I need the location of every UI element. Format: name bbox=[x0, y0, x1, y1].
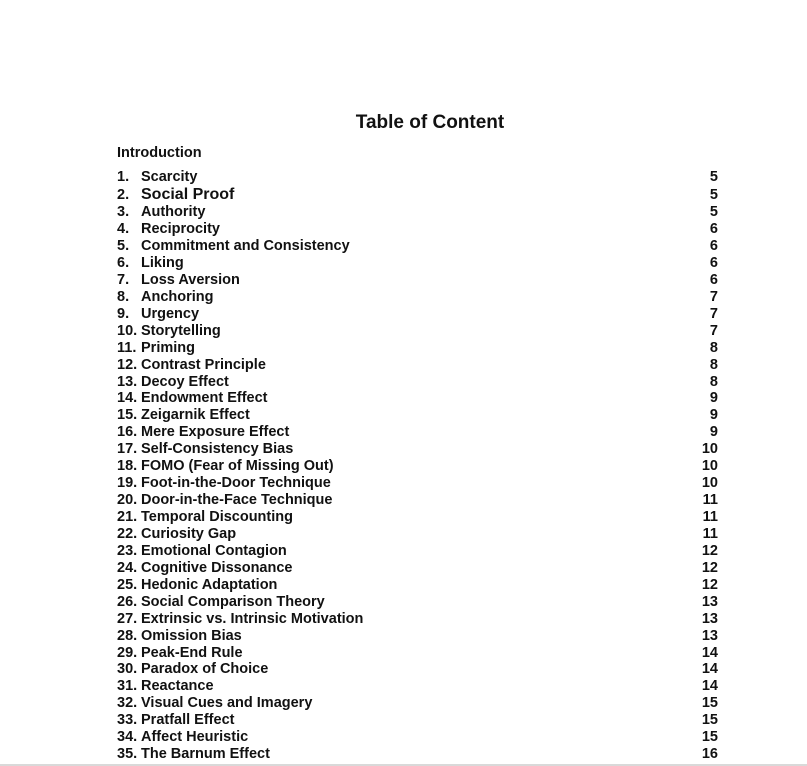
toc-item-page: 11 bbox=[702, 525, 718, 542]
toc-item-label: Social Proof bbox=[141, 185, 235, 203]
toc-item-label: Scarcity bbox=[141, 169, 198, 185]
toc-item-label: Contrast Principle bbox=[141, 356, 266, 373]
toc-item[interactable] bbox=[117, 560, 718, 577]
toc-item-number: 21. bbox=[117, 509, 138, 525]
toc-item-page: 15 bbox=[701, 729, 718, 746]
toc-item-number: 32. bbox=[117, 695, 138, 712]
toc-item-page: 6 bbox=[709, 254, 718, 271]
toc-item-label: Commitment and Consistency bbox=[141, 238, 350, 254]
toc-item-number: 11. bbox=[117, 339, 137, 356]
toc-item-label: Anchoring bbox=[141, 288, 214, 305]
toc-item-number: 3. bbox=[117, 204, 130, 221]
toc-item-page: 5 bbox=[709, 186, 718, 203]
toc-item-number: 14. bbox=[117, 390, 138, 407]
toc-item-number: 25. bbox=[117, 576, 138, 593]
toc-item-page: 7 bbox=[709, 288, 718, 305]
toc-item-page: 14 bbox=[701, 644, 718, 661]
toc-item-number: 15. bbox=[117, 407, 138, 424]
toc-item-label: Door-in-the-Face Technique bbox=[141, 492, 333, 509]
toc-item-label: Cognitive Dissonance bbox=[141, 559, 293, 576]
toc-item-number: 7. bbox=[117, 271, 130, 288]
toc-item-page: 6 bbox=[709, 221, 718, 238]
toc-item-number: 26. bbox=[117, 593, 138, 610]
toc-item-number: 24. bbox=[117, 559, 138, 576]
toc-item-number: 9. bbox=[117, 305, 130, 322]
toc-item-label: Storytelling bbox=[141, 322, 221, 339]
toc-item-page: 9 bbox=[709, 390, 718, 407]
toc-item[interactable] bbox=[117, 509, 718, 526]
toc-item-label: Foot-in-the-Door Technique bbox=[141, 475, 331, 492]
toc-item-page: 12 bbox=[701, 576, 718, 593]
toc-item-label: Omission Bias bbox=[141, 627, 242, 644]
toc-item[interactable] bbox=[117, 289, 718, 306]
toc-item-label: Affect Heuristic bbox=[141, 729, 249, 746]
toc-item-number: 33. bbox=[117, 712, 138, 729]
toc-item-label: Decoy Effect bbox=[141, 373, 229, 390]
toc-item[interactable] bbox=[117, 661, 718, 678]
toc-item-number: 23. bbox=[117, 542, 138, 559]
toc-item-page: 10 bbox=[701, 475, 718, 492]
toc-item-label: FOMO (Fear of Missing Out) bbox=[141, 458, 334, 475]
toc-item-number: 12. bbox=[117, 356, 138, 373]
toc-item[interactable] bbox=[117, 458, 718, 475]
toc-item-page: 12 bbox=[701, 559, 718, 576]
toc-item[interactable] bbox=[117, 340, 718, 357]
toc-item[interactable] bbox=[117, 186, 718, 204]
toc-item[interactable] bbox=[117, 577, 718, 594]
toc-item[interactable] bbox=[117, 628, 718, 645]
toc-item-number: 10. bbox=[117, 322, 138, 339]
toc-item[interactable] bbox=[117, 238, 718, 255]
toc-item-number: 17. bbox=[117, 441, 138, 458]
toc-item-number: 31. bbox=[117, 678, 138, 695]
toc-item-label: Mere Exposure Effect bbox=[141, 424, 290, 441]
toc-item-page: 10 bbox=[701, 441, 718, 458]
toc-item-page: 6 bbox=[709, 238, 718, 254]
toc-item-number: 1. bbox=[117, 169, 130, 185]
toc-item-page: 7 bbox=[709, 322, 718, 339]
toc-item-page: 15 bbox=[701, 712, 718, 729]
toc-item-number: 2. bbox=[117, 186, 130, 203]
toc-item[interactable] bbox=[117, 306, 718, 323]
toc-item[interactable] bbox=[117, 221, 718, 238]
toc-item-page: 8 bbox=[709, 339, 718, 356]
toc-item-label: Reactance bbox=[141, 678, 214, 695]
toc-item-number: 5. bbox=[117, 238, 130, 254]
toc-item-label: Urgency bbox=[141, 305, 200, 322]
toc-item[interactable] bbox=[117, 645, 718, 662]
toc-item-label: Endowment Effect bbox=[141, 390, 268, 407]
toc-item-number: 8. bbox=[117, 288, 130, 305]
toc-item-number: 4. bbox=[117, 221, 130, 238]
toc-item-label: Self-Consistency Bias bbox=[141, 441, 294, 458]
toc-item[interactable] bbox=[117, 323, 718, 340]
toc-item-label: Paradox of Choice bbox=[141, 661, 269, 678]
toc-item-number: 35. bbox=[117, 746, 138, 763]
toc-item[interactable] bbox=[117, 746, 718, 763]
toc-item-label: Visual Cues and Imagery bbox=[141, 695, 313, 712]
toc-item[interactable] bbox=[117, 441, 718, 458]
toc-item-page: 10 bbox=[701, 458, 718, 475]
toc-item-page: 7 bbox=[709, 305, 718, 322]
toc-item-page: 5 bbox=[709, 204, 718, 221]
toc-item-number: 6. bbox=[117, 254, 130, 271]
toc-item[interactable] bbox=[117, 712, 718, 729]
toc-item[interactable] bbox=[117, 475, 718, 492]
toc-item-number: 13. bbox=[117, 373, 138, 390]
toc-item-label: Temporal Discounting bbox=[141, 509, 293, 525]
toc-item-number: 16. bbox=[117, 424, 138, 441]
toc-item[interactable] bbox=[117, 169, 718, 186]
toc-item[interactable] bbox=[117, 492, 718, 509]
toc-item-label: Priming bbox=[141, 339, 195, 356]
toc-item-page: 13 bbox=[701, 593, 718, 610]
toc-item[interactable] bbox=[117, 543, 718, 560]
toc-item-label: Zeigarnik Effect bbox=[141, 407, 250, 424]
toc-item[interactable] bbox=[117, 255, 718, 272]
introduction-heading: Introduction bbox=[117, 145, 202, 161]
toc-item-label: Peak-End Rule bbox=[141, 644, 243, 661]
toc-item-page: 15 bbox=[701, 695, 718, 712]
toc-item-number: 30. bbox=[117, 661, 138, 678]
toc-item[interactable] bbox=[117, 272, 718, 289]
toc-item-number: 22. bbox=[117, 525, 138, 542]
toc-item-number: 18. bbox=[117, 458, 138, 475]
toc-item-page: 16 bbox=[701, 746, 718, 763]
toc-item[interactable] bbox=[117, 357, 718, 374]
toc-item[interactable] bbox=[117, 729, 718, 746]
toc-item[interactable] bbox=[117, 424, 718, 441]
toc-item-number: 34. bbox=[117, 729, 138, 746]
toc-item[interactable] bbox=[117, 594, 718, 611]
toc-item-label: Pratfall Effect bbox=[141, 712, 235, 729]
toc-item-label: Liking bbox=[141, 254, 184, 271]
toc-item-page: 5 bbox=[709, 169, 718, 185]
toc-item-number: 28. bbox=[117, 627, 138, 644]
toc-item-label: Hedonic Adaptation bbox=[141, 576, 278, 593]
toc-item[interactable] bbox=[117, 204, 718, 221]
toc-item-page: 9 bbox=[709, 424, 718, 441]
toc-item-page: 13 bbox=[701, 610, 718, 627]
toc-item[interactable] bbox=[117, 374, 718, 391]
toc-item[interactable] bbox=[117, 526, 718, 543]
toc-item-label: Emotional Contagion bbox=[141, 542, 287, 559]
toc-item[interactable] bbox=[117, 390, 718, 407]
toc-item-label: Loss Aversion bbox=[141, 271, 240, 288]
toc-item[interactable] bbox=[117, 695, 718, 712]
toc-item-label: Extrinsic vs. Intrinsic Motivation bbox=[141, 610, 364, 627]
toc-item-page: 8 bbox=[709, 356, 718, 373]
toc-item-page: 6 bbox=[709, 271, 718, 288]
toc-item-page: 9 bbox=[709, 407, 718, 424]
table-of-contents bbox=[117, 169, 718, 763]
toc-item-number: 20. bbox=[117, 492, 138, 509]
toc-item-label: Reciprocity bbox=[141, 221, 220, 238]
toc-item[interactable] bbox=[117, 678, 718, 695]
page-title: Table of Content bbox=[355, 112, 505, 133]
toc-item-page: 11 bbox=[702, 509, 718, 525]
toc-item-label: The Barnum Effect bbox=[141, 746, 270, 763]
toc-item-page: 12 bbox=[701, 542, 718, 559]
toc-item[interactable] bbox=[117, 611, 718, 628]
toc-item-label: Curiosity Gap bbox=[141, 525, 237, 542]
toc-item-page: 13 bbox=[701, 627, 718, 644]
toc-item-label: Authority bbox=[141, 204, 206, 221]
toc-item-number: 27. bbox=[117, 610, 138, 627]
toc-item-page: 11 bbox=[702, 492, 718, 509]
toc-item-page: 8 bbox=[709, 373, 718, 390]
toc-item-page: 14 bbox=[701, 661, 718, 678]
toc-item-number: 29. bbox=[117, 644, 138, 661]
toc-item-page: 14 bbox=[701, 678, 718, 695]
toc-item-number: 19. bbox=[117, 475, 138, 492]
toc-item[interactable] bbox=[117, 407, 718, 424]
toc-item-label: Social Comparison Theory bbox=[141, 593, 325, 610]
